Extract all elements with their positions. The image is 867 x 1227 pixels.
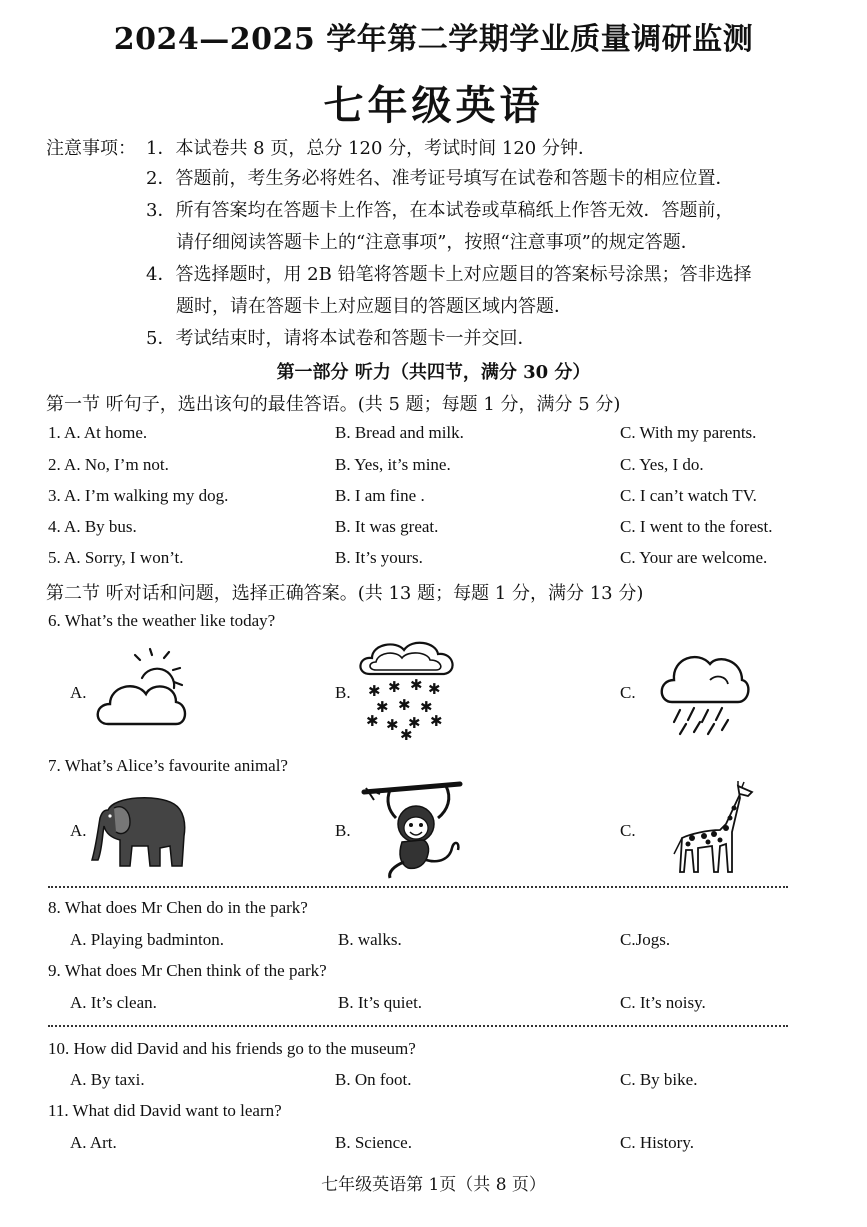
q4-option-c: C. I went to the forest.: [620, 517, 773, 536]
q1-option-a: 1. A. At home.: [48, 423, 148, 442]
q6-label-a: A.: [70, 683, 87, 702]
exam-title: 2024—2025 学年第二学期学业质量调研监测: [113, 22, 754, 57]
q4-option-a: 4. A. By bus.: [48, 517, 137, 536]
monkey-icon: [360, 780, 464, 882]
q7-question: 7. What’s Alice’s favourite animal?: [48, 756, 288, 775]
svg-text:✱: ✱: [368, 682, 381, 700]
svg-text:✱: ✱: [376, 698, 389, 716]
svg-text:✱: ✱: [388, 678, 401, 696]
q10-option-b: B. On foot.: [335, 1070, 412, 1089]
section2-title: 第二节 听对话和问题，选择正确答案。(共 13 题；每题 1 分，满分 13 分): [46, 583, 644, 604]
svg-text:✱: ✱: [430, 712, 443, 730]
q9-option-b: B. It’s quiet.: [338, 993, 423, 1012]
q9-option-a: A. It’s clean.: [70, 993, 157, 1012]
snow-icon: [358, 640, 468, 744]
q2-option-b: B. Yes, it’s mine.: [335, 455, 451, 474]
note-item: 4．答选择题时，用 2B 铅笔将答题卡上对应题目的答案标号涂黑；答非选择: [146, 264, 752, 285]
q6-label-b: B.: [335, 683, 351, 702]
q11-option-c: C. History.: [620, 1133, 694, 1152]
q8-question: 8. What does Mr Chen do in the park?: [48, 898, 308, 917]
q1-option-b: B. Bread and milk.: [335, 423, 464, 442]
q2-option-a: 2. A. No, I’m not.: [48, 455, 169, 474]
svg-text:✱: ✱: [410, 676, 423, 694]
svg-text:✱: ✱: [408, 714, 421, 732]
q5-option-c: C. Your are welcome.: [620, 548, 768, 567]
section1-title: 第一节 听句子，选出该句的最佳答语。(共 5 题；每题 1 分，满分 5 分): [46, 394, 621, 415]
q10-option-a: A. By taxi.: [70, 1070, 145, 1089]
q10-option-c: C. By bike.: [620, 1070, 698, 1089]
q6-label-c: C.: [620, 683, 636, 702]
q4-option-b: B. It was great.: [335, 517, 439, 536]
q7-label-a: A.: [70, 821, 87, 840]
note-item: 2．答题前，考生务必将姓名、准考证号填写在试卷和答题卡的相应位置．: [146, 168, 734, 189]
q11-question: 11. What did David want to learn?: [48, 1101, 282, 1120]
q9-question: 9. What does Mr Chen think of the park?: [48, 961, 327, 980]
q3-option-a: 3. A. I’m walking my dog.: [48, 486, 229, 505]
q11-option-b: B. Science.: [335, 1133, 412, 1152]
svg-text:✱: ✱: [366, 712, 379, 730]
divider-line: [48, 886, 788, 888]
giraffe-icon: [668, 780, 762, 876]
svg-text:✱: ✱: [398, 696, 411, 714]
q2-option-c: C. Yes, I do.: [620, 455, 704, 474]
q3-option-b: B. I am fine .: [335, 486, 425, 505]
svg-text:✱: ✱: [428, 680, 441, 698]
q6-question: 6. What’s the weather like today?: [48, 611, 276, 630]
exam-subtitle: 七年级英语: [323, 82, 544, 129]
q5-option-a: 5. A. Sorry, I won’t.: [48, 548, 184, 567]
q5-option-b: B. It’s yours.: [335, 548, 423, 567]
note-item: 3．所有答案均在答题卡上作答，在本试卷或草稿纸上作答无效．答题前，: [146, 200, 734, 221]
rain-icon: [658, 650, 750, 735]
q9-option-c: C. It’s noisy.: [620, 993, 706, 1012]
elephant-icon: [88, 790, 192, 870]
q3-option-c: C. I can’t watch TV.: [620, 486, 757, 505]
divider-line: [48, 1025, 788, 1027]
svg-text:✱: ✱: [400, 726, 413, 744]
note-item: 1．本试卷共 8 页，总分 120 分，考试时间 120 分钟．: [146, 138, 596, 159]
sun-cloud-icon: [90, 648, 195, 730]
q7-label-b: B.: [335, 821, 351, 840]
q8-option-c: C.Jogs.: [620, 930, 671, 949]
q10-question: 10. How did David and his friends go to the museum?: [48, 1039, 416, 1058]
q8-option-a: A. Playing badminton.: [70, 930, 224, 949]
note-item: 5．考试结束时，请将本试卷和答题卡一并交回．: [146, 328, 536, 349]
part1-title: 第一部分 听力（共四节，满分 30 分）: [276, 362, 591, 383]
note-item: 题时，请在答题卡上对应题目的答题区域内答题．: [176, 296, 572, 317]
q1-option-c: C. With my parents.: [620, 423, 757, 442]
notes-label: 注意事项：: [46, 138, 136, 159]
svg-text:✱: ✱: [420, 698, 433, 716]
page-footer: 七年级英语第 1页（共 8 页）: [321, 1175, 546, 1195]
q7-label-c: C.: [620, 821, 636, 840]
q8-option-b: B. walks.: [338, 930, 402, 949]
q11-option-a: A. Art.: [70, 1133, 117, 1152]
svg-text:✱: ✱: [386, 716, 399, 734]
note-item: 请仔细阅读答题卡上的“注意事项”，按照“注意事项”的规定答题．: [176, 232, 699, 253]
